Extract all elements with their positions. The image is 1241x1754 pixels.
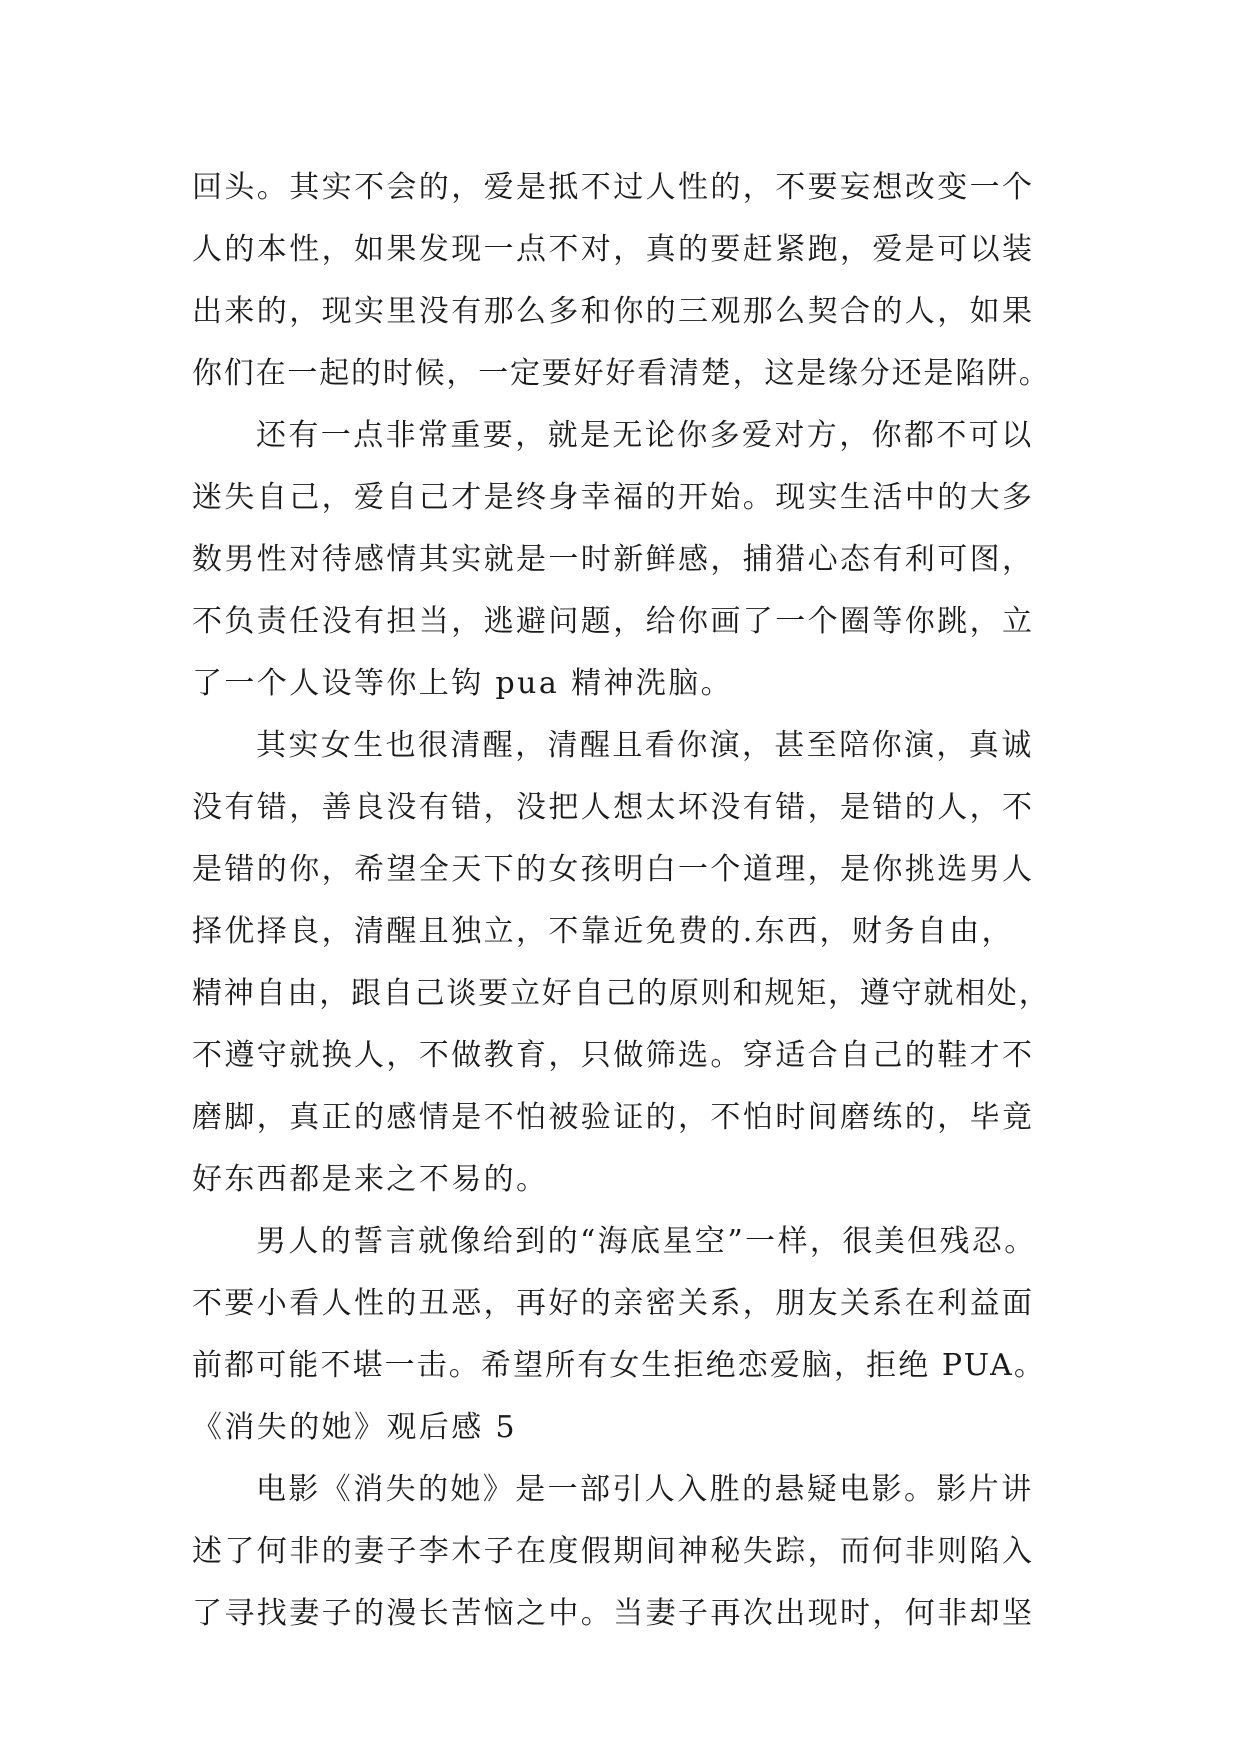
- text-line: 不负责任没有担当，逃避问题，给你画了一个圈等你跳，立: [192, 604, 1035, 639]
- text-line: 其实女生也很清醒，清醒且看你演，甚至陪你演，真诚: [256, 728, 1034, 763]
- text-line: 好东西都是来之不易的。: [192, 1162, 549, 1197]
- text-line: 男人的誓言就像给到的“海底星空”一样，很美但残忍。: [256, 1224, 1037, 1259]
- text-line: 电影《消失的她》是一部引人入胜的悬疑电影。影片讲: [256, 1472, 1034, 1507]
- text-line: 人的本性，如果发现一点不对，真的要赶紧跑，爱是可以装: [192, 232, 1035, 267]
- text-line: 择优择良，清醒且独立，不靠近免费的.东西，财务自由，: [192, 914, 1014, 949]
- text-line: 了寻找妻子的漫长苦恼之中。当妻子再次出现时，何非却坚: [192, 1596, 1035, 1631]
- text-line: 回头。其实不会的，爱是抵不过人性的，不要妄想改变一个: [192, 170, 1035, 205]
- text-line: 你们在一起的时候，一定要好好看清楚，这是缘分还是陷阱。: [192, 356, 1051, 391]
- text-line: 数男性对待感情其实就是一时新鲜感，捕猎心态有利可图，: [192, 542, 1035, 577]
- document-body: [192, 157, 1052, 1645]
- text-line: 《消失的她》观后感 5: [192, 1410, 518, 1445]
- text-line: 没有错，善良没有错，没把人想太坏没有错，是错的人，不: [192, 790, 1035, 825]
- text-line: 不要小看人性的丑恶，再好的亲密关系，朋友关系在利益面: [192, 1286, 1035, 1321]
- text-line: 前都可能不堪一击。希望所有女生拒绝恋爱脑，拒绝 PUA。: [192, 1348, 1047, 1383]
- text-line: 精神自由，跟自己谈要立好自己的原则和规矩，遵守就相处，: [192, 976, 1051, 1011]
- text-line: 述了何非的妻子李木子在度假期间神秘失踪，而何非则陷入: [192, 1534, 1035, 1569]
- text-line: 还有一点非常重要，就是无论你多爱对方，你都不可以: [256, 418, 1034, 453]
- text-line: 是错的你，希望全天下的女孩明白一个道理，是你挑选男人: [192, 852, 1035, 887]
- text-line: 出来的，现实里没有那么多和你的三观那么契合的人，如果: [192, 294, 1035, 329]
- text-line: 不遵守就换人，不做教育，只做筛选。穿适合自己的鞋才不: [192, 1038, 1035, 1073]
- text-line: 了一个人设等你上钩 pua 精神洗脑。: [192, 666, 734, 701]
- text-line: 迷失自己，爱自己才是终身幸福的开始。现实生活中的大多: [192, 480, 1035, 515]
- text-line: 磨脚，真正的感情是不怕被验证的，不怕时间磨练的，毕竟: [192, 1100, 1035, 1135]
